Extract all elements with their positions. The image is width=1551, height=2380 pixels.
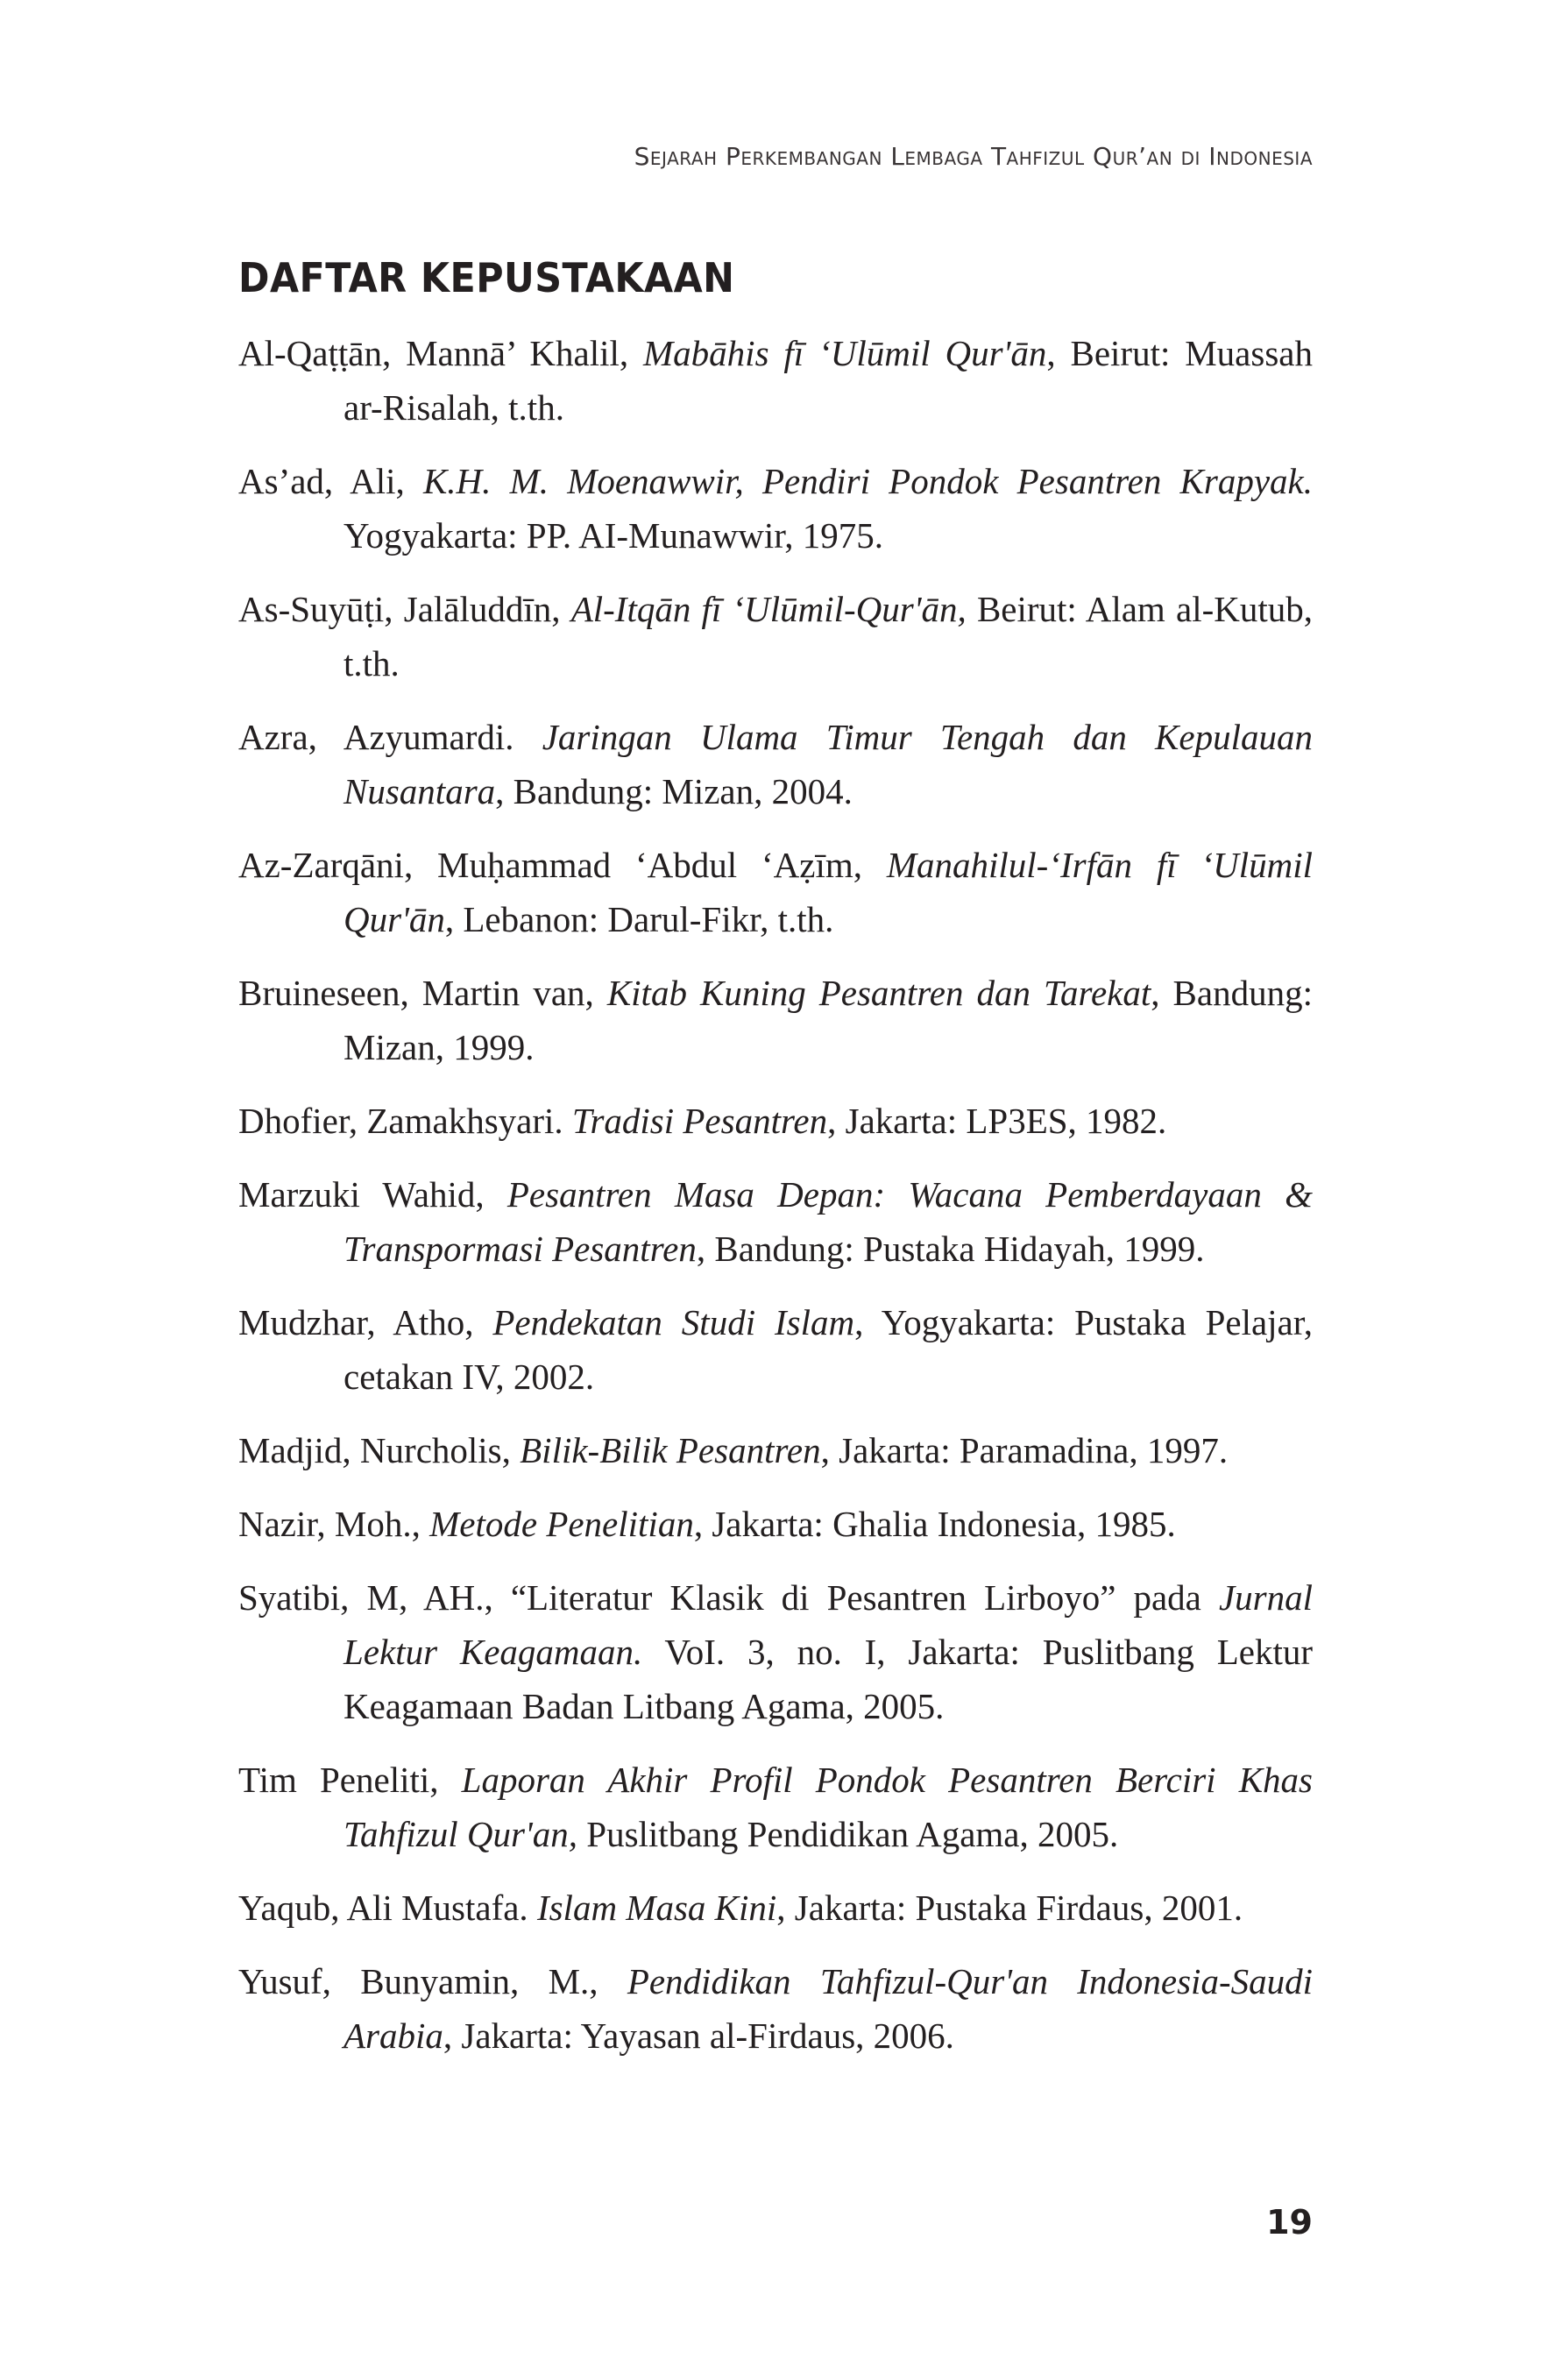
- entry-publication: , Bandung: Mizan, 2004.: [495, 771, 853, 811]
- entry-title: Metode Penelitian: [429, 1504, 694, 1544]
- bibliography-entry: [238, 1570, 1313, 1733]
- entry-author: Dhofier, Zamakhsyari.: [238, 1101, 572, 1141]
- bibliography-entry: [238, 1497, 1313, 1551]
- entry-publication: , Jakarta: LP3ES, 1982.: [827, 1101, 1167, 1141]
- entry-author: Yaqub, Ali Mustafa.: [238, 1888, 537, 1928]
- entry-author: Tim Peneliti,: [238, 1760, 462, 1800]
- entry-author: Marzuki Wahid,: [238, 1174, 507, 1215]
- entry-author: As-Suyūṭi, Jalāluddīn,: [238, 589, 571, 629]
- bibliography-entry: [238, 1167, 1313, 1276]
- entry-title: Tradisi Pesantren: [571, 1101, 828, 1141]
- entry-title: Jurnal Lektur Keagamaan.: [343, 1577, 1313, 1672]
- entry-author: Syatibi, M, AH., “Literatur Klasik di Pesantren Lirboyo” pada: [238, 1577, 1219, 1618]
- bibliography-entry: [238, 454, 1313, 563]
- bibliography-entry: [238, 1954, 1313, 2063]
- entry-author: Az-Zarqāni, Muḥammad ‘Abdul ‘Aẓīm,: [238, 845, 887, 885]
- bibliography-entry: [238, 1094, 1313, 1148]
- entry-publication: , Bandung: Pustaka Hidayah, 1999.: [696, 1229, 1205, 1269]
- entry-author: Mudzhar, Atho,: [238, 1302, 493, 1342]
- bibliography-entry: [238, 1295, 1313, 1404]
- bibliography-entry: [238, 1753, 1313, 1861]
- bibliography-entry: [238, 582, 1313, 691]
- entry-title: Jaringan Ulama Timur Tengah dan Kepulauan Nusantara: [343, 717, 1313, 811]
- entry-publication: Yogyakarta: PP. AI-Munawwir, 1975.: [343, 515, 884, 556]
- bibliography-entry: [238, 838, 1313, 946]
- entry-author: Yusuf, Bunyamin, M.,: [238, 1961, 627, 2001]
- entry-author: Bruineseen, Martin van,: [238, 973, 607, 1013]
- entry-publication: Puslitbang Pendidikan Agama, 2005.: [577, 1814, 1119, 1854]
- entry-publication: VoI. 3, no. I, Jakarta: Puslitbang Lektur Keagamaan Badan Litbang Agama, 2005.: [343, 1632, 1313, 1726]
- bibliography-entry: [238, 1881, 1313, 1935]
- entry-title: Pendidikan Tahfizul-Qur'an Indonesia-Saudi Arabia: [343, 1961, 1313, 2056]
- page-number: 19: [1266, 2203, 1313, 2242]
- bibliography-entry: [238, 710, 1313, 818]
- entry-title: Al-Itqān fī ‘Ulūmil-Qur'ān,: [570, 589, 967, 629]
- entry-publication: , Yogyakarta: Pustaka Pelajar, cetakan IV, 2002.: [343, 1302, 1314, 1397]
- entry-publication: , Jakarta: Pustaka Firdaus, 2001.: [776, 1888, 1243, 1928]
- entry-title: Pesantren Masa Depan: Wacana Pemberdayaan & Transpormasi Pesantren: [343, 1174, 1313, 1269]
- entry-author: Azra, Azyumardi.: [238, 717, 542, 757]
- entry-author: Al-Qaṭṭān, Mannā’ Khalil,: [238, 333, 644, 373]
- entry-publication: , Jakarta: Yayasan al-Firdaus, 2006.: [443, 2015, 954, 2056]
- page-title: DAFTAR KEPUSTAKAAN: [238, 254, 735, 301]
- entry-publication: , Beirut: Muassah ar-Risalah, t.th.: [343, 333, 1313, 428]
- bibliography-entry: [238, 966, 1313, 1074]
- entry-title: Islam Masa Kini: [536, 1888, 777, 1928]
- bibliography-entry: [238, 1423, 1313, 1477]
- bibliography-entry: [238, 326, 1313, 435]
- entry-title: Bilik-Bilik Pesantren: [520, 1430, 821, 1470]
- running-header: Sejarah Perkembangan Lembaga Tahfizul Qur’an di Indonesia: [634, 142, 1313, 171]
- entry-publication: Beirut: Alam al-Kutub, t.th.: [343, 589, 1313, 684]
- entry-publication: , Jakarta: Ghalia Indonesia, 1985.: [693, 1504, 1176, 1544]
- entry-publication: , Lebanon: Darul-Fikr, t.th.: [444, 899, 834, 939]
- entry-author: Madjid, Nurcholis,: [238, 1430, 521, 1470]
- entry-title: Mabāhis fī ‘Ulūmil Qur'ān: [643, 333, 1047, 373]
- entry-title: Pendekatan Studi Islam: [492, 1302, 855, 1342]
- entry-title: Kitab Kuning Pesantren dan Tarekat: [606, 973, 1151, 1013]
- entry-title: Manahilul-‘Irfān fī ‘Ulūmil Qur'ān: [343, 845, 1313, 939]
- entry-publication: , Jakarta: Paramadina, 1997.: [820, 1430, 1229, 1470]
- entry-publication: , Bandung: Mizan, 1999.: [343, 973, 1313, 1067]
- bibliography-list: [238, 326, 1313, 2082]
- entry-title: Laporan Akhir Profil Pondok Pesantren Berciri Khas Tahfizul Qur'an,: [343, 1760, 1313, 1854]
- entry-author: Nazir, Moh.,: [238, 1504, 430, 1544]
- entry-title: K.H. M. Moenawwir, Pendiri Pondok Pesantren Krapyak.: [422, 461, 1313, 501]
- entry-author: As’ad, Ali,: [238, 461, 423, 501]
